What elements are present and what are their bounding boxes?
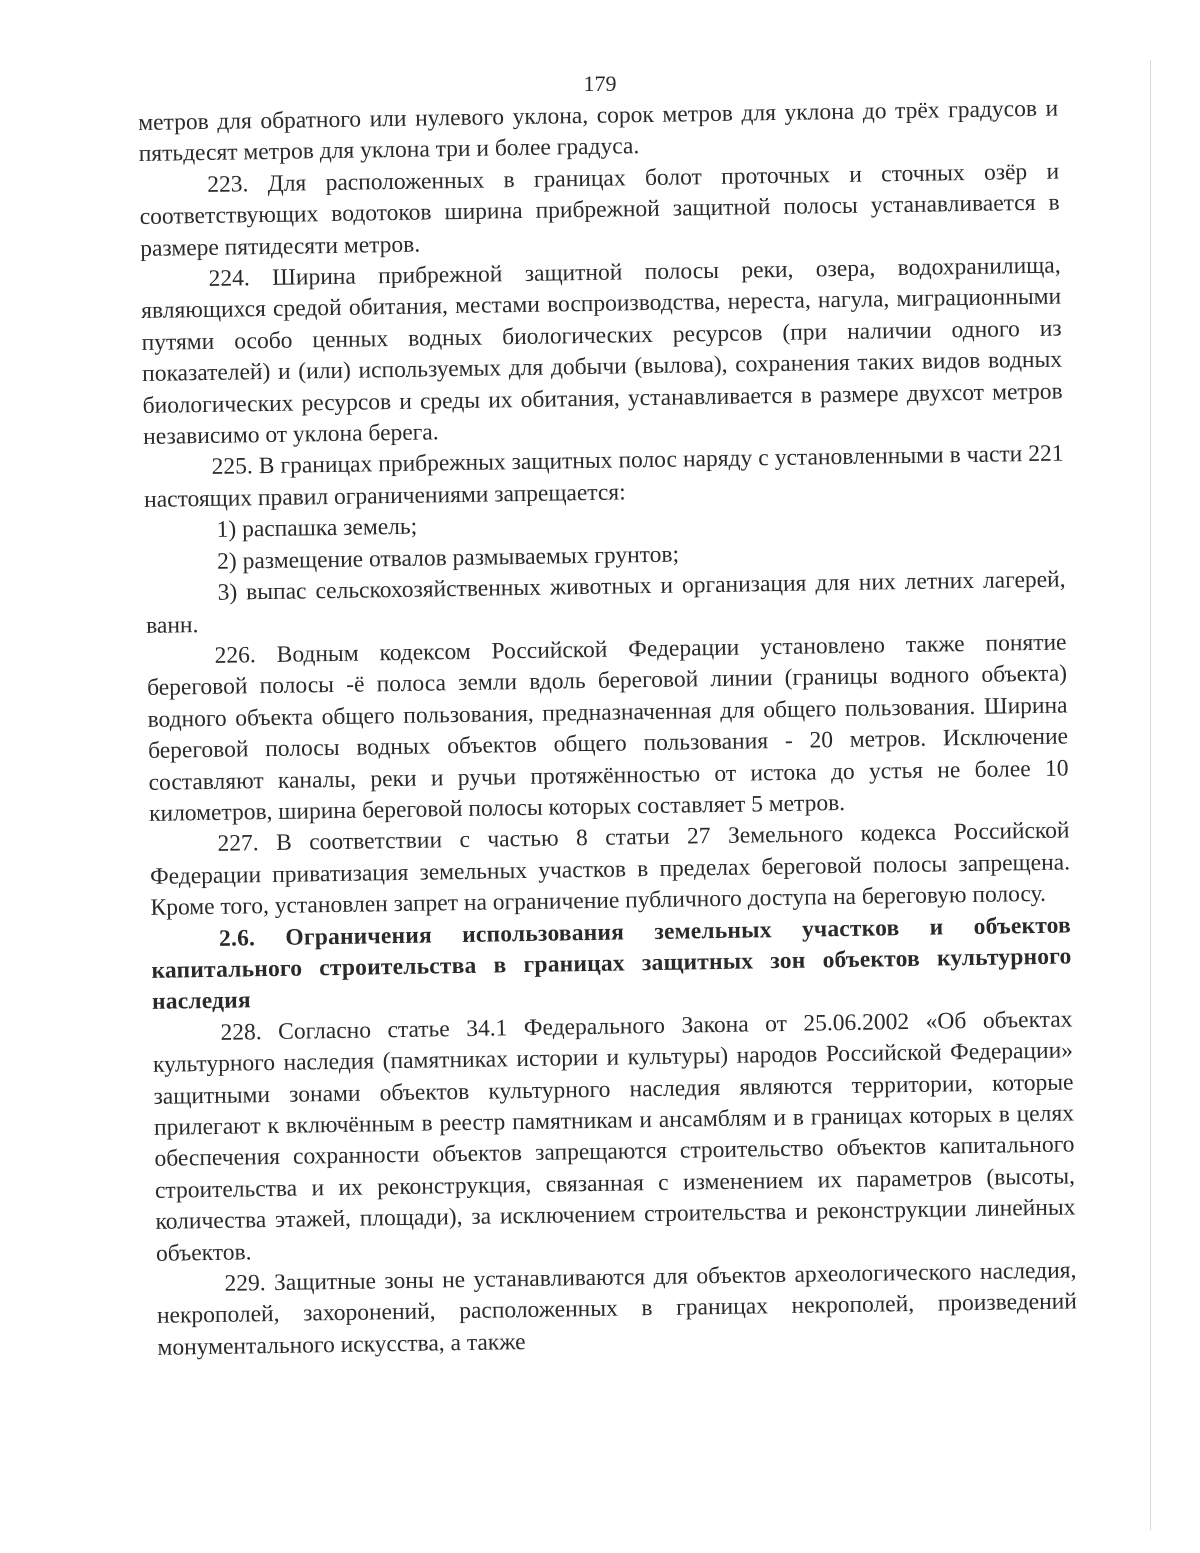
section-heading-2-6: 2.6. Ограничения использования земельных участков и объектов капитального строительства в границах защитных зон объектов культурного наследия [151, 912, 1072, 1016]
document-body [138, 94, 1078, 1365]
page-number: 179 [583, 71, 617, 96]
paragraph-225: 225. В границах прибрежных защитных полос наряду с установленными в части 221 настоящих правил ограничениями запрещается: [143, 440, 1064, 513]
scan-edge-line [1150, 60, 1151, 1530]
paragraph-224: 224. Ширина прибрежной защитной полосы реки, озера, водохранилища, являющихся средой обитания, местами воспроизводства, нереста, нагула, миграционными путями особо ценных водных биологических ресурсов (при наличии одного из показателей) и (или) используемых для добычи (вылова), сохранения таких видов водных биологических ресурсов и среды их обитания, устанавливается в размере двухсот метров независимо от уклона берега. [140, 252, 1063, 451]
list-item-2: 2) размещение отвалов размываемых грунтов; [216, 541, 680, 575]
list-item-1: 1) распашка земель; [216, 513, 418, 544]
paragraph-228: 228. Согласно статье 34.1 Федерального Закона от 25.06.2002 «Об объектах культурного наследия (памятниках истории и культуры) народов Российской Федерации» защитными зонами объектов культурного наследия являются территории, которые прилегают к включённым в реестр памятникам и ансамблям и в границах которых в целях обеспечения сохранности объектов запрещаются строительство объектов капитального строительства и их реконструкция, связанная с изменением их параметров (высоты, количества этажей, площади), за исключением строительства и реконструкции линейных объектов. [152, 1006, 1076, 1267]
paragraph-223: 223. Для расположенных в границах болот проточных и сточных озёр и соответствующих водотоков ширина прибрежной защитной полосы устанавливается в размере пятидесяти метров. [139, 158, 1060, 262]
paragraph-226: 226. Водным кодексом Российской Федерации установлено также понятие береговой полосы -ё полоса земли вдоль береговой линии (границы водного объекта) водного объекта общего пользования, предназначенная для общего пользования. Ширина береговой полосы водных объектов общего пользования - 20 метров. Исключение составляют каналы, реки и ручьи протяжённостью от истока до устья не более 10 километров, ширина береговой полосы которых составляет 5 метров. [146, 629, 1069, 827]
list-item-3: 3) выпас сельскохозяйственных животных и организация для них летних лагерей, ванн. [145, 566, 1066, 639]
paragraph-229: 229. Защитные зоны не устанавливаются для объектов археологического наследия, некрополей, захоронений, расположенных в границах некрополей, произведений монументального искусства, а также [156, 1257, 1078, 1361]
paragraph-continuation: метров для обратного или нулевого уклона, сорок метров для уклона до трёх градусов и пятьдесят метров для уклона три и более градуса. [138, 95, 1059, 168]
paragraph-227: 227. В соответствии с частью 8 статьи 27 Земельного кодекса Российской Федерации приватизация земельных участков в пределах береговой полосы запрещена. Кроме того, установлен запрет на ограничение публичного доступа на береговую полосу. [149, 817, 1071, 922]
